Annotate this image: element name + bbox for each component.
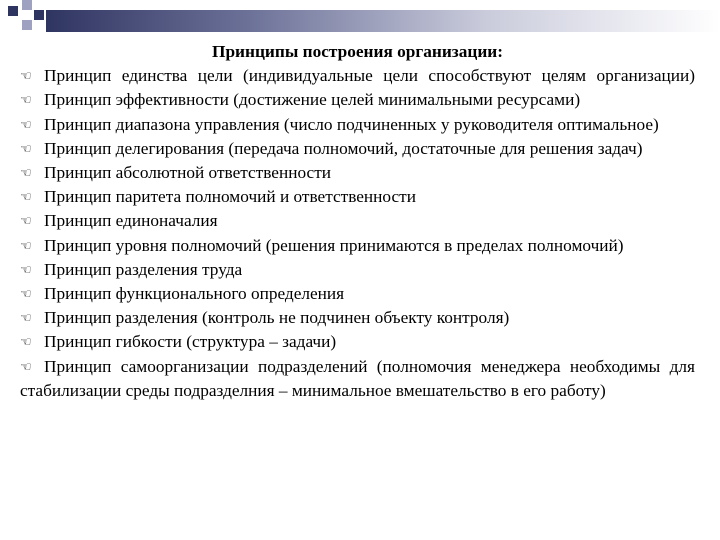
hand-pointing-icon: ☜ [20, 238, 32, 254]
list-item [20, 88, 695, 112]
list-item-text: Принцип гибкости (структура – задачи) [44, 332, 337, 352]
list-item [20, 137, 695, 161]
hand-pointing-icon: ☜ [20, 166, 32, 182]
hand-pointing-icon: ☜ [20, 262, 32, 278]
list-item [20, 258, 695, 282]
list-item-text: Принцип уровня полномочий (решения принимаются в пределах полномочий) [44, 235, 624, 255]
list-item [20, 234, 695, 258]
list-item-text: Принцип абсолютной ответственности [44, 163, 331, 183]
hand-pointing-icon: ☜ [20, 311, 32, 327]
list-item-text: Принцип разделения (контроль не подчинен объекту контроля) [44, 308, 510, 328]
list-item-text: Принцип паритета полномочий и ответственности [44, 187, 416, 207]
list-item [20, 64, 695, 88]
hand-pointing-icon: ☜ [20, 141, 32, 157]
header-gradient-band [46, 10, 720, 32]
hand-pointing-icon: ☜ [20, 214, 32, 230]
list-item-text: Принцип самоорганизации подразделений (полномочия менеджера необходимы для стабилизации среды подразделния – минимальное вмешательство в его работу) [20, 356, 695, 400]
slide-content [20, 40, 695, 402]
list-item-text: Принцип единства цели (индивидуальные цели способствуют целям организации) [44, 66, 695, 86]
hand-pointing-icon: ☜ [20, 359, 32, 375]
list-item-text: Принцип функционального определения [44, 284, 345, 304]
hand-pointing-icon: ☜ [20, 69, 32, 85]
list-item-text: Принцип диапазона управления (число подчиненных у руководителя оптимальное) [44, 114, 659, 134]
hand-pointing-icon: ☜ [20, 190, 32, 206]
hand-pointing-icon: ☜ [20, 287, 32, 303]
list-item [20, 185, 695, 209]
list-item-text: Принцип разделения труда [44, 259, 243, 279]
list-item [20, 161, 695, 185]
list-item-text: Принцип эффективности (достижение целей минимальными ресурсами) [44, 90, 581, 110]
decor-square [22, 0, 32, 10]
hand-pointing-icon: ☜ [20, 335, 32, 351]
list-item [20, 282, 695, 306]
hand-pointing-icon: ☜ [20, 117, 32, 133]
list-item-text: Принцип единоначалия [44, 211, 218, 231]
list-item [20, 355, 695, 402]
decor-square [22, 20, 32, 30]
hand-pointing-icon: ☜ [20, 93, 32, 109]
list-item [20, 330, 695, 354]
slide-header-decoration [0, 0, 720, 40]
slide-title: Принципы построения организации: [212, 42, 503, 61]
decor-square [34, 10, 44, 20]
list-item-text: Принцип делегирования (передача полномочий, достаточные для решения задач) [44, 138, 643, 158]
list-item [20, 306, 695, 330]
list-item [20, 209, 695, 233]
list-item [20, 113, 695, 137]
decor-square [8, 6, 18, 16]
